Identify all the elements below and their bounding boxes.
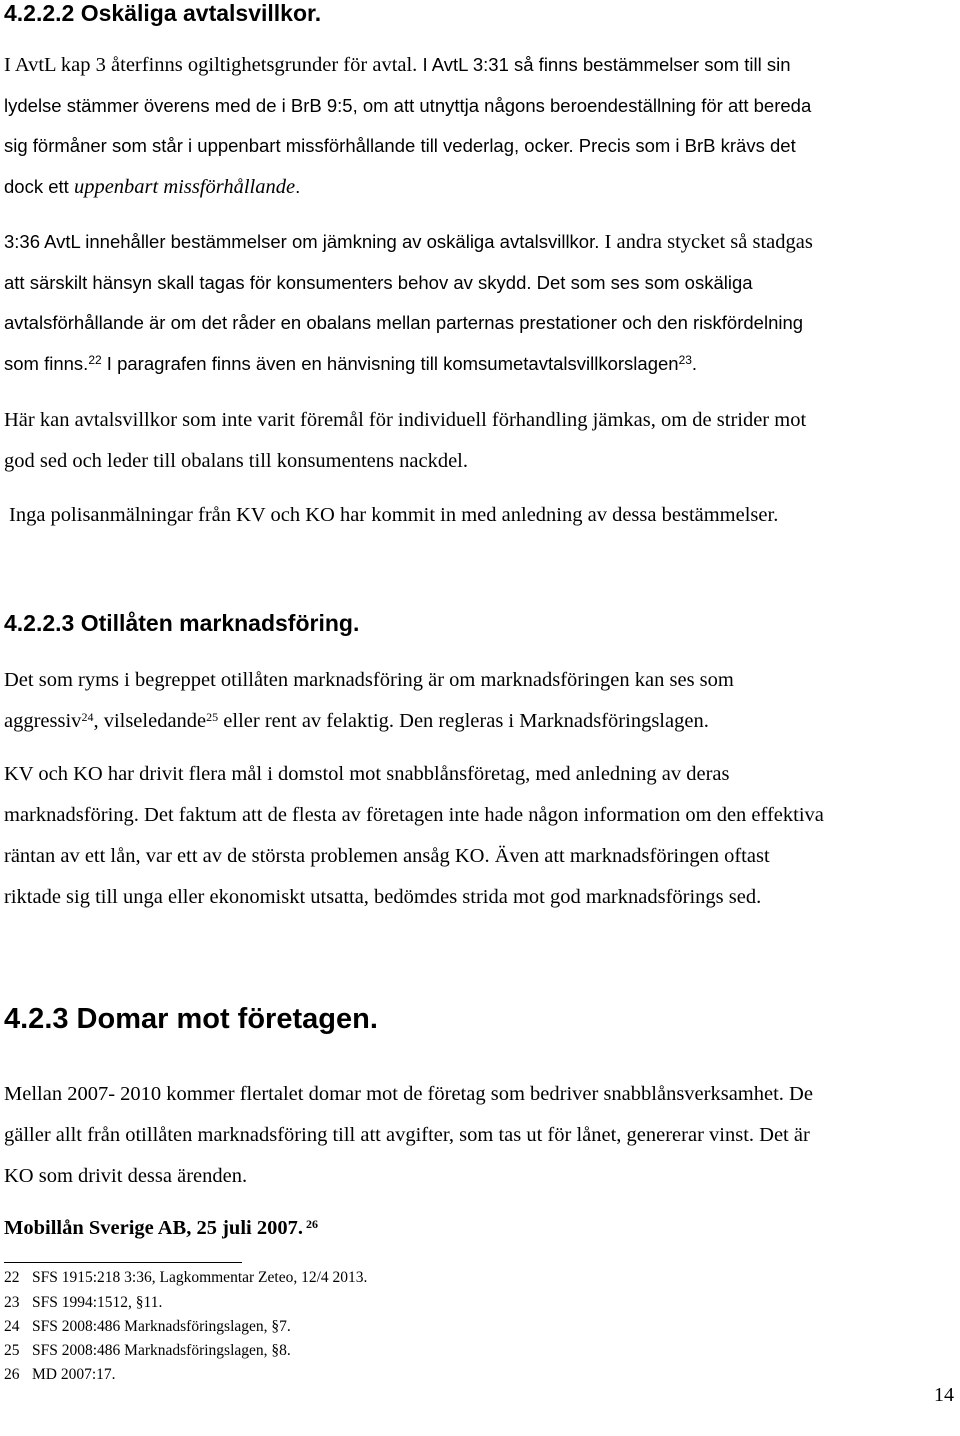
footnote-number: 24 [4, 1318, 20, 1335]
text-fragment: , vilseledande [93, 710, 207, 732]
paragraph-line: Mellan 2007- 2010 kommer flertalet domar mot de företag som bedriver snabblånsverksamhet. De [4, 1083, 813, 1105]
text-fragment: eller rent av felaktig. Den regleras i Marknadsföringslagen. [218, 710, 709, 732]
paragraph-line: Här kan avtalsvillkor som inte varit föremål för individuell förhandling jämkas, om de strider mot [4, 409, 807, 431]
paragraph-line [4, 709, 709, 733]
paragraph-line: sig förmåner som står i uppenbart missförhållande till vederlag, ocker. Precis som i BrB krävs det [4, 135, 796, 156]
footnote-text: MD 2007:17. [32, 1366, 116, 1383]
paragraph-line [4, 53, 791, 77]
footnote-number: 22 [4, 1269, 20, 1286]
footnote-ref-23[interactable]: 23 [678, 353, 692, 367]
footnote-text: SFS 1915:218 3:36, Lagkommentar Zeteo, 12/4 2013. [32, 1269, 368, 1286]
footnote-ref-22[interactable]: 22 [88, 353, 102, 367]
text-fragment: som finns. [4, 353, 89, 374]
paragraph-line: lydelse stämmer överens med de i BrB 9:5, om att utnyttja någons beroendeställning för att bereda [4, 95, 812, 116]
footnote [4, 1294, 162, 1312]
footnote [4, 1318, 291, 1336]
page-number: 14 [934, 1384, 954, 1406]
paragraph-line: god sed och leder till obalans till konsumentens nackdel. [4, 450, 468, 472]
text-fragment: . [295, 176, 301, 197]
paragraph-line: riktade sig till unga eller ekonomiskt utsatta, bedömdes strida mot god marknadsförings sed. [4, 886, 762, 908]
text-fragment: . [691, 353, 698, 374]
case-title [4, 1216, 318, 1240]
footnote-number: 25 [4, 1342, 20, 1359]
text-fragment: I AvtL 3:31 så finns bestämmelser som till sin [417, 54, 791, 75]
section-heading-oskaliga-avtalsvillkor: 4.2.2.2 Oskäliga avtalsvillkor. [4, 0, 322, 26]
section-heading-otillaten-marknadsforing: 4.2.2.3 Otillåten marknadsföring. [4, 610, 360, 636]
footnote [4, 1342, 291, 1360]
footnote-ref-26[interactable]: 26 [302, 1217, 318, 1231]
paragraph-line: KO som drivit dessa ärenden. [4, 1165, 248, 1187]
emphasis-text: uppenbart missförhållande [73, 176, 296, 198]
text-fragment: dock ett [4, 176, 74, 197]
case-title-text: Mobillån Sverige AB, 25 juli 2007. [4, 1217, 303, 1239]
paragraph-line: marknadsföring. Det faktum att de flesta av företagen inte hade någon information om den effektiva [4, 804, 824, 826]
text-fragment: I AvtL kap 3 återfinns ogiltighetsgrunder för avtal. [4, 54, 418, 76]
footnote-number: 26 [4, 1366, 20, 1383]
footnote-ref-24[interactable]: 24 [81, 710, 94, 724]
footnote-text: SFS 2008:486 Marknadsföringslagen, §7. [32, 1318, 291, 1335]
paragraph-line: Inga polisanmälningar från KV och KO har kommit in med anledning av dessa bestämmelser. [9, 504, 779, 526]
text-fragment: aggressiv [4, 710, 82, 732]
footnote-text: SFS 1994:1512, §11. [32, 1294, 163, 1311]
footnote-number: 23 [4, 1294, 20, 1311]
text-fragment: I paragrafen finns även en hänvisning till komsumetavtalsvillkorslagen [101, 353, 679, 374]
paragraph-line: avtalsförhållande är om det råder en obalans mellan parternas prestationer och den riskfördelning [4, 312, 804, 333]
paragraph-line: räntan av ett lån, var ett av de största problemen ansåg KO. Även att marknadsföringen oftast [4, 845, 770, 867]
footnote [4, 1269, 367, 1287]
footnote-separator [4, 1262, 242, 1263]
paragraph-line: KV och KO har drivit flera mål i domstol mot snabblånsföretag, med anledning av deras [4, 763, 730, 785]
paragraph-line: Det som ryms i begreppet otillåten marknadsföring är om marknadsföringen kan ses som [4, 669, 734, 691]
paragraph-line [4, 352, 697, 376]
paragraph-line: att särskilt hänsyn skall tagas för konsumenters behov av skydd. Det som ses som oskäliga [4, 272, 753, 293]
paragraph-line [4, 175, 300, 199]
footnote-ref-25[interactable]: 25 [206, 710, 219, 724]
paragraph-line: gäller allt från otillåten marknadsföring till att avgifter, som tas ut för lånet, genererar vinst. Det är [4, 1124, 810, 1146]
paragraph-line [4, 230, 813, 254]
text-fragment: 3:36 AvtL innehåller bestämmelser om jämkning av oskäliga avtalsvillkor. [4, 231, 600, 252]
footnote [4, 1366, 116, 1384]
text-fragment: I andra stycket så stadgas [599, 231, 813, 253]
section-heading-domar-mot-foretagen: 4.2.3 Domar mot företagen. [4, 1003, 378, 1035]
footnote-text: SFS 2008:486 Marknadsföringslagen, §8. [32, 1342, 291, 1359]
